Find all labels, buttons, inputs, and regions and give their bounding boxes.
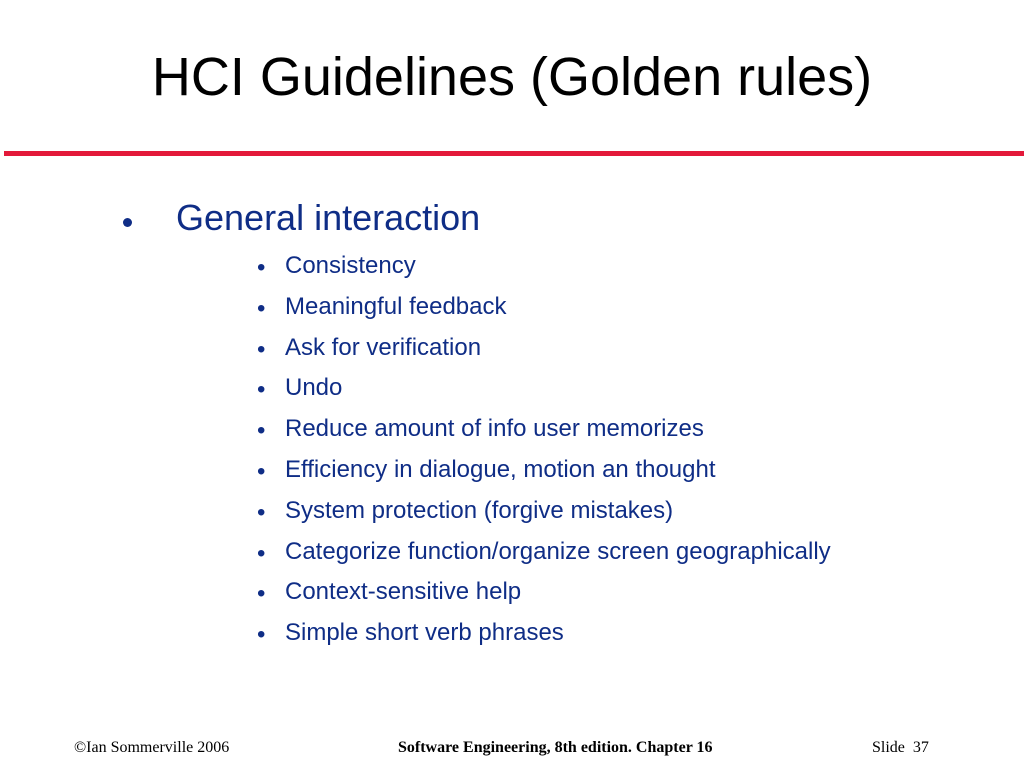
sub-bullet-item — [0, 374, 1024, 415]
slide-footer — [0, 738, 1024, 762]
sub-bullet-text: Consistency — [285, 252, 416, 279]
bullet-general-interaction — [0, 196, 1024, 240]
sub-bullet-item — [0, 619, 1024, 660]
sub-bullet-dot-icon: • — [257, 376, 266, 404]
slide-number: 37 — [912, 739, 929, 756]
sub-bullet-text: System protection (forgive mistakes) — [285, 496, 674, 524]
footer-slide-number — [872, 738, 929, 758]
sub-bullet-dot-icon: • — [257, 254, 266, 281]
sub-bullet-list — [0, 252, 1024, 660]
sub-bullet-item — [0, 334, 1024, 375]
footer-copyright: ©Ian Sommerville 2006 — [74, 739, 230, 756]
sub-bullet-item — [0, 252, 1024, 293]
sub-bullet-item — [0, 497, 1024, 538]
slide-label: Slide — [872, 739, 905, 756]
sub-bullet-dot-icon: • — [257, 539, 266, 567]
sub-bullet-text: Simple short verb phrases — [285, 619, 564, 647]
sub-bullet-item — [0, 415, 1024, 456]
sub-bullet-dot-icon: • — [257, 457, 266, 485]
sub-bullet-dot-icon: • — [257, 498, 266, 526]
sub-bullet-item — [0, 293, 1024, 334]
sub-bullet-text: Categorize function/organize screen geographically — [285, 537, 831, 565]
sub-bullet-text: Undo — [285, 374, 343, 402]
sub-bullet-item — [0, 456, 1024, 497]
slide-title: HCI Guidelines (Golden rules) — [151, 47, 873, 107]
sub-bullet-item — [0, 538, 1024, 579]
sub-bullet-dot-icon: • — [257, 621, 266, 649]
sub-bullet-text: Ask for verification — [285, 333, 482, 361]
sub-bullet-dot-icon: • — [257, 294, 266, 322]
sub-bullet-text: Reduce amount of info user memorizes — [285, 415, 704, 443]
sub-bullet-dot-icon: • — [257, 580, 266, 608]
sub-bullet-text: Context-sensitive help — [285, 578, 522, 606]
sub-bullet-dot-icon: • — [257, 335, 266, 363]
bullet-dot-icon — [123, 218, 132, 227]
sub-bullet-text: Efficiency in dialogue, motion an thought — [285, 455, 716, 483]
sub-bullet-item — [0, 578, 1024, 619]
footer-book-title: Software Engineering, 8th edition. Chapter 16 — [398, 739, 713, 756]
sub-bullet-text: Meaningful feedback — [285, 292, 507, 320]
title-divider — [4, 151, 1024, 156]
sub-bullet-dot-icon: • — [257, 417, 266, 445]
bullet-text: General interaction — [176, 197, 481, 238]
